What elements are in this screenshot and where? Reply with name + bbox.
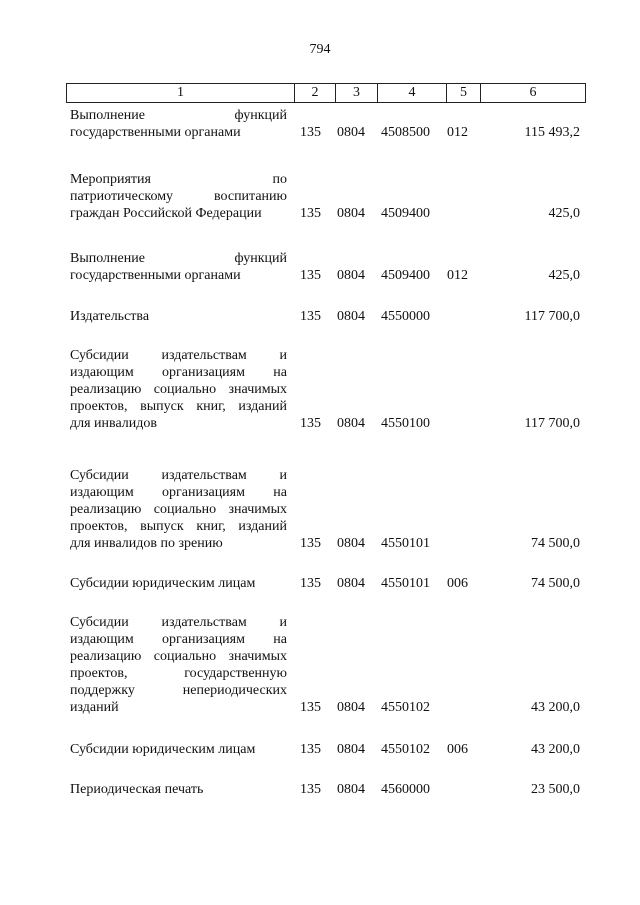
description-line: изданий	[70, 700, 119, 715]
cell-c6: 74 500,0	[531, 536, 580, 551]
cell-c3: 0804	[337, 782, 365, 797]
table-row	[0, 308, 640, 325]
row-description	[70, 171, 287, 222]
cell-c2: 135	[300, 576, 321, 591]
description-line: Субсидии юридическим лицам	[70, 742, 256, 757]
description-line: Периодическая печать	[70, 782, 204, 797]
cell-c6: 425,0	[548, 268, 580, 283]
description-line: реализацию социально значимых	[70, 382, 287, 397]
cell-c5: 012	[447, 268, 468, 283]
cell-c6: 115 493,2	[524, 125, 580, 140]
row-description	[70, 741, 287, 758]
header-col-1: 1	[177, 85, 184, 100]
cell-c4: 4550101	[381, 536, 430, 551]
cell-c2: 135	[300, 536, 321, 551]
cell-c6: 425,0	[548, 206, 580, 221]
row-description	[70, 347, 287, 432]
table-header	[66, 83, 586, 103]
description-line: реализацию социально значимых	[70, 649, 287, 664]
cell-c4: 4550101	[381, 576, 430, 591]
description-line: проектов, выпуск книг, изданий	[70, 399, 287, 414]
cell-c4: 4550102	[381, 700, 430, 715]
cell-c2: 135	[300, 782, 321, 797]
description-line: издающим организациям на	[70, 365, 287, 380]
cell-c2: 135	[300, 268, 321, 283]
row-description	[70, 467, 287, 552]
row-description	[70, 250, 287, 284]
description-line: Выполнение функций	[70, 251, 287, 266]
cell-c3: 0804	[337, 700, 365, 715]
table-row	[0, 171, 640, 222]
cell-c6: 43 200,0	[531, 742, 580, 757]
cell-c3: 0804	[337, 268, 365, 283]
cell-c5: 006	[447, 576, 468, 591]
cell-c3: 0804	[337, 576, 365, 591]
cell-c6: 117 700,0	[524, 416, 580, 431]
cell-c4: 4508500	[381, 125, 430, 140]
description-line: патриотическому воспитанию	[70, 189, 287, 204]
header-col-4: 4	[377, 84, 446, 102]
description-line: Выполнение функций	[70, 108, 287, 123]
cell-c6: 43 200,0	[531, 700, 580, 715]
table-row	[0, 614, 640, 716]
cell-c6: 23 500,0	[531, 782, 580, 797]
cell-c2: 135	[300, 742, 321, 757]
cell-c6: 74 500,0	[531, 576, 580, 591]
row-description	[70, 614, 287, 716]
cell-c6: 117 700,0	[524, 309, 580, 324]
description-line: Издательства	[70, 309, 150, 324]
cell-c3: 0804	[337, 536, 365, 551]
cell-c3: 0804	[337, 206, 365, 221]
description-line: Мероприятия по	[70, 172, 287, 187]
cell-c2: 135	[300, 700, 321, 715]
cell-c4: 4509400	[381, 268, 430, 283]
table-row	[0, 741, 640, 758]
cell-c3: 0804	[337, 309, 365, 324]
description-line: государственными органами	[70, 268, 241, 283]
row-description	[70, 107, 287, 141]
cell-c4: 4550000	[381, 309, 430, 324]
cell-c2: 135	[300, 125, 321, 140]
page-number: 794	[309, 42, 331, 57]
description-line: Субсидии издательствам и	[70, 468, 287, 483]
cell-c4: 4560000	[381, 782, 430, 797]
cell-c4: 4509400	[381, 206, 430, 221]
description-line: реализацию социально значимых	[70, 502, 287, 517]
cell-c2: 135	[300, 416, 321, 431]
table-row	[0, 575, 640, 592]
header-col-3: 3	[335, 84, 377, 102]
row-description	[70, 575, 287, 592]
description-line: проектов, выпуск книг, изданий	[70, 519, 287, 534]
description-line: издающим организациям на	[70, 632, 287, 647]
cell-c2: 135	[300, 309, 321, 324]
description-line: государственными органами	[70, 125, 241, 140]
cell-c5: 012	[447, 125, 468, 140]
cell-c4: 4550100	[381, 416, 430, 431]
table-row	[0, 781, 640, 798]
cell-c3: 0804	[337, 416, 365, 431]
cell-c3: 0804	[337, 125, 365, 140]
description-line: проектов, государственную	[70, 666, 287, 681]
cell-c3: 0804	[337, 742, 365, 757]
table-row	[0, 250, 640, 284]
header-col-5: 5	[446, 84, 480, 102]
description-line: поддержку непериодических	[70, 683, 287, 698]
description-line: Субсидии издательствам и	[70, 615, 287, 630]
description-line: Субсидии издательствам и	[70, 348, 287, 363]
cell-c4: 4550102	[381, 742, 430, 757]
description-line: для инвалидов по зрению	[70, 536, 223, 551]
description-line: для инвалидов	[70, 416, 158, 431]
cell-c5: 006	[447, 742, 468, 757]
header-col-6: 6	[480, 84, 585, 102]
header-col-2: 2	[294, 84, 335, 102]
cell-c2: 135	[300, 206, 321, 221]
description-line: граждан Российской Федерации	[70, 206, 262, 221]
table-row	[0, 467, 640, 552]
table-row	[0, 347, 640, 432]
table-row	[0, 107, 640, 141]
row-description	[70, 308, 287, 325]
description-line: Субсидии юридическим лицам	[70, 576, 256, 591]
row-description	[70, 781, 287, 798]
description-line: издающим организациям на	[70, 485, 287, 500]
